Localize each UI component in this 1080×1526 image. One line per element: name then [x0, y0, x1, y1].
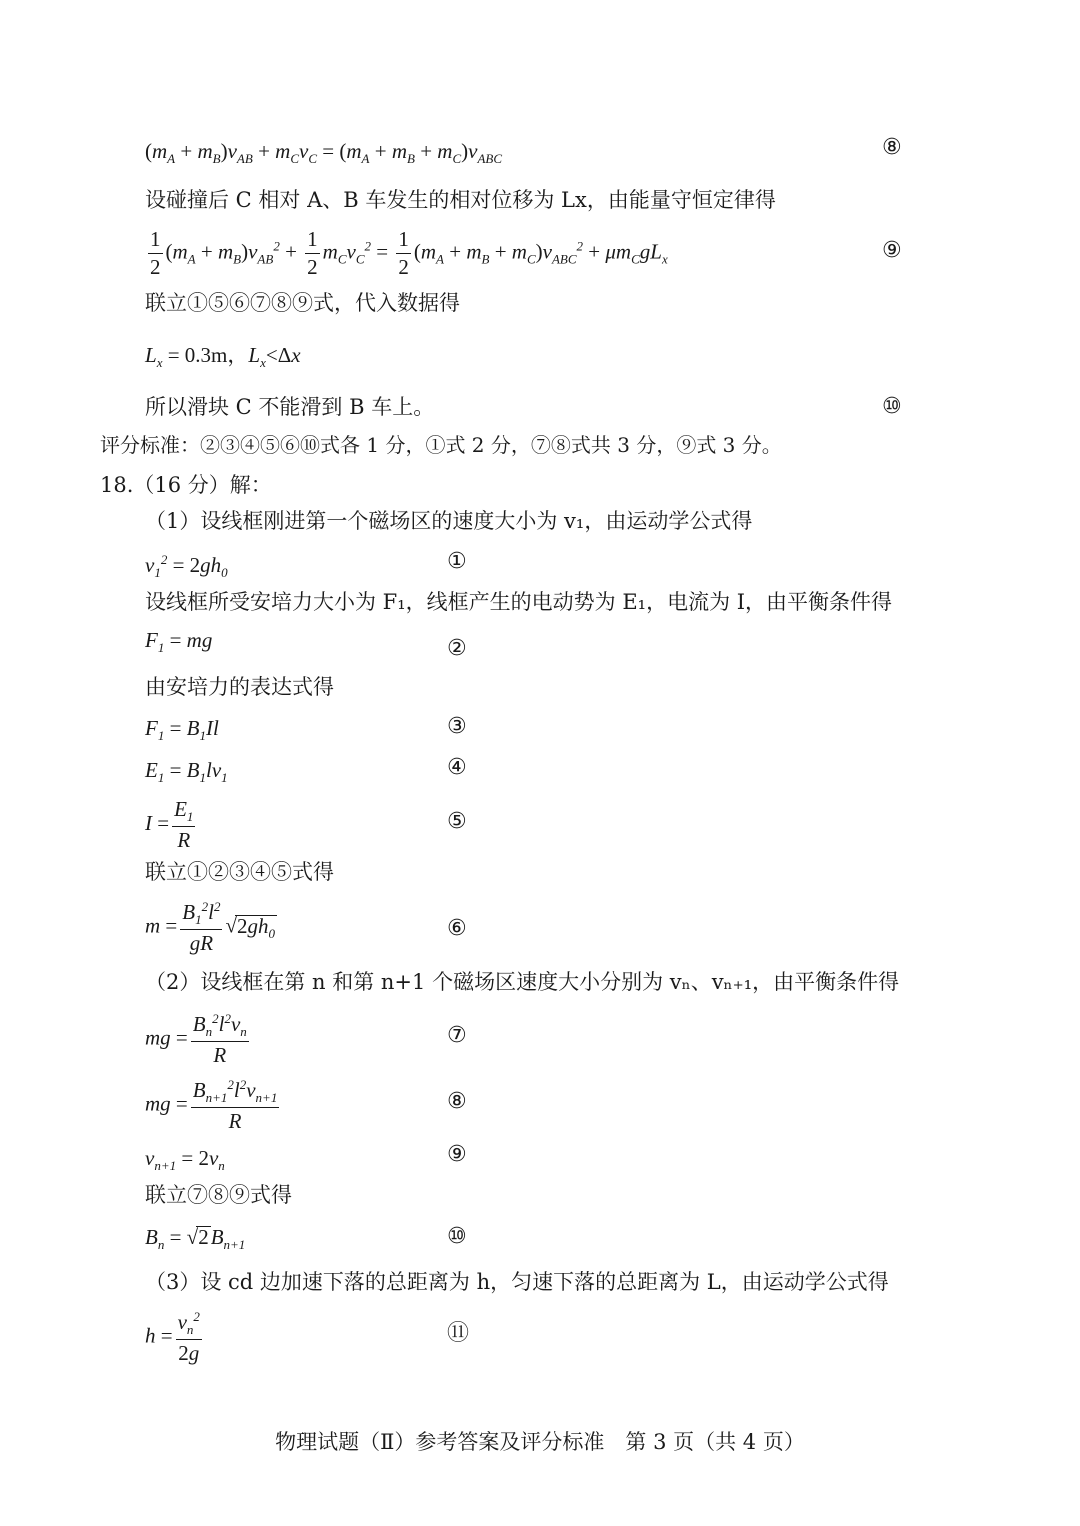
equation-9b: $v_{n+1} = 2v_n$	[145, 1146, 225, 1174]
equation-number: ⑦	[447, 1023, 467, 1048]
text-line: 设线框所受安培力大小为 F₁，线框产生的电动势为 E₁，电流为 I，由平衡条件得	[145, 590, 893, 614]
text-line: 联立①⑤⑥⑦⑧⑨式，代入数据得	[145, 291, 460, 315]
equation-11: h = $\frac{v_n^2}{2g}$	[145, 1309, 200, 1366]
text-line: 由安培力的表达式得	[145, 675, 334, 699]
equation-number: ⑨	[447, 1142, 467, 1167]
text-line: 所以滑块 C 不能滑到 B 车上。	[145, 395, 435, 419]
equation-number: ⑧	[447, 1089, 467, 1114]
equation-number: ⑤	[447, 809, 467, 834]
equation-result: $L_x = 0.3m$，$L_x<\Delta x$	[145, 343, 301, 371]
equation-number: ⑧	[882, 135, 902, 160]
equation-number: ⑩	[882, 394, 902, 419]
scoring-criteria: 评分标准：②③④⑤⑥⑩式各 1 分，①式 2 分，⑦⑧式共 3 分，⑨式 3 分。	[100, 433, 782, 457]
text-line: （3）设 cd 边加速下落的总距离为 h，匀速下落的总距离为 L，由运动学公式得	[145, 1270, 889, 1294]
equation-8b: mg = $\frac{B_{n+1}^2l^2v_{n+1}}{R}$	[145, 1077, 278, 1134]
equation-7: mg = $\frac{B_n^2l^2v_n}{R}$	[145, 1011, 247, 1068]
equation-number: ②	[447, 636, 467, 661]
equation-9: $\frac{1}{2}$ $(m_A + m_B)v_{AB}^2$ + $\frac{1}{2}$ $m_Cv_C^2$ = $\frac{1}{2}$ $(m_A + m_B + m_C)v_{ABC}^2 + \mu m_CgL_x$	[150, 227, 668, 280]
equation-1: $v_1^2 = 2gh_0$	[145, 552, 228, 581]
equation-3: $F_1 = B_1Il$	[145, 716, 219, 744]
text-line: （1）设线框刚进第一个磁场区的速度大小为 v₁，由运动学公式得	[145, 509, 753, 533]
equation-10: $B_n = √2B_{n+1}$	[145, 1225, 246, 1253]
equation-6: m = $\frac{B_1^2l^2}{gR}$ $√2gh_0$	[145, 899, 275, 956]
text-line: 联立⑦⑧⑨式得	[145, 1183, 292, 1207]
problem-heading: 18.（16 分）解：	[100, 473, 272, 497]
page-footer: 物理试题（Ⅱ）参考答案及评分标准 第 3 页（共 4 页）	[275, 1430, 805, 1454]
equation-number: ④	[447, 755, 467, 780]
equation-2: $F_1$ = mg	[145, 628, 213, 656]
equation-number: ⑪	[447, 1321, 470, 1346]
text-line: 联立①②③④⑤式得	[145, 860, 334, 884]
equation-number: ③	[447, 714, 467, 739]
equation-number: ⑨	[882, 238, 902, 263]
equation-number: ⑩	[447, 1224, 467, 1249]
equation-number: ①	[447, 549, 467, 574]
equation-4: $E_1 = B_1lv_1$	[145, 758, 228, 786]
equation-number: ⑥	[447, 916, 467, 941]
equation-5: I = $\frac{E_1}{R}$	[145, 797, 194, 853]
text-line: （2）设线框在第 n 和第 n+1 个磁场区速度大小分别为 vₙ、vₙ₊₁，由平衡条件得	[145, 970, 900, 994]
text-line: 设碰撞后 C 相对 A、B 车发生的相对位移为 Lx，由能量守恒定律得	[145, 188, 776, 212]
equation-8: $(m_A + m_B)v_{AB} + m_Cv_C = (m_A + m_B + m_C)v_{ABC}$	[145, 139, 503, 167]
